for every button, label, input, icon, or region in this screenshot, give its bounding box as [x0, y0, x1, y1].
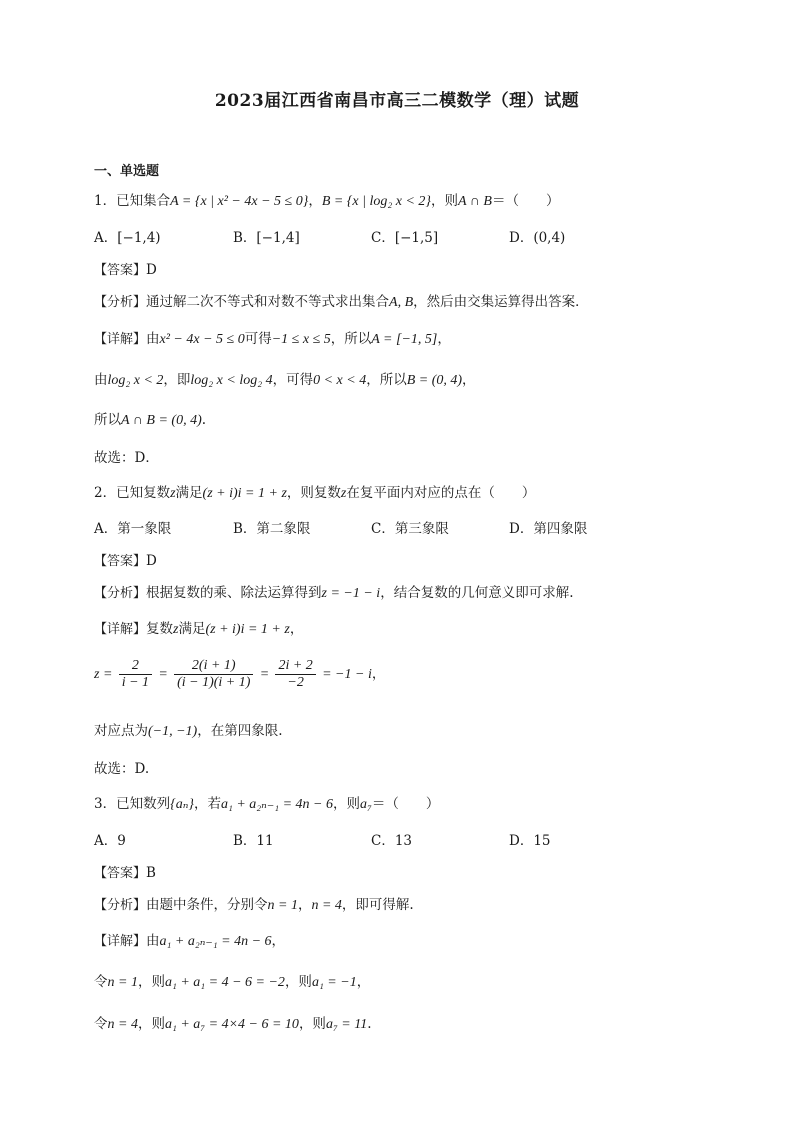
q2-option-a: A．第一象限	[94, 521, 172, 537]
q2-option-b: B．第二象限	[233, 521, 311, 537]
fraction-2: $\frac{2(i + 1)}{(i - 1)(i + 1)}$	[174, 658, 253, 691]
q2-option-d: D．第四象限	[509, 521, 588, 537]
q1-option-a: A．[−1,4)	[94, 230, 161, 246]
q2-answer: 【答案】D	[94, 553, 157, 569]
q2-point: 对应点为(−1, −1)，在第四象限.	[94, 723, 283, 739]
q1-stem: 1．已知集合A = {x | x² − 4x − 5 ≤ 0}，B = {x | log₂ x < 2}，则A ∩ B＝（ ）	[94, 193, 560, 209]
q3-detail-line-3: 令n = 4，则a₁ + a₇ = 4×4 − 6 = 10，则a₇ = 11.	[94, 1016, 372, 1032]
q3-detail-line-2: 令n = 1，则a₁ + a₁ = 4 − 6 = −2，则a₁ = −1，	[94, 974, 371, 990]
q3-analysis: 【分析】由题中条件，分别令n = 1，n = 4，即可得解.	[94, 897, 414, 913]
q3-answer: 【答案】B	[94, 865, 156, 881]
q1-answer: 【答案】D	[94, 262, 157, 278]
q2-detail-line-1: 【详解】复数z满足(z + i)i = 1 + z，	[94, 621, 304, 637]
q3-option-d: D．15	[509, 833, 551, 849]
q3-option-c: C．13	[371, 833, 413, 849]
q1-analysis: 【分析】通过解二次不等式和对数不等式求出集合A, B，然后由交集运算得出答案．	[94, 294, 589, 310]
q3-option-a: A．9	[94, 833, 126, 849]
q1-detail-line-2: 由log₂ x < 2，即log₂ x < log₂ 4，可得0 < x < 4，所以B = (0, 4)，	[94, 372, 476, 388]
q1-conclusion: 故选：D．	[94, 450, 159, 466]
q2-option-c: C．第三象限	[371, 521, 449, 537]
q1-option-b: B．[−1,4]	[233, 230, 300, 246]
q3-detail-line-1: 【详解】由a₁ + a₂ₙ₋₁ = 4n − 6，	[94, 933, 286, 949]
section-heading: 一、单选题	[94, 164, 160, 179]
fraction-1: $\frac{2}{i - 1}$	[119, 658, 152, 691]
q1-detail-line-1: 【详解】由x² − 4x − 5 ≤ 0可得−1 ≤ x ≤ 5，所以A = [−1, 5]，	[94, 331, 451, 347]
page-title: 2023届江西省南昌市高三二模数学（理）试题	[214, 91, 580, 111]
q2-fraction-equation: z = $\frac{2}{i - 1}$ = $\frac{2(i + 1)}{(i - 1)(i + 1)}$ = $\frac{2i + 2}{-2}$ = −1 − i，	[94, 658, 386, 690]
q2-conclusion: 故选：D.	[94, 761, 150, 777]
fraction-3: $\frac{2i + 2}{-2}$	[275, 658, 315, 691]
q2-analysis: 【分析】根据复数的乘、除法运算得到z = −1 − i，结合复数的几何意义即可求解.	[94, 585, 574, 601]
q1-detail-line-3: 所以A ∩ B = (0, 4).	[94, 412, 207, 428]
q2-stem: 2．已知复数z满足(z + i)i = 1 + z，则复数z在复平面内对应的点在（ ）	[94, 485, 536, 501]
q3-stem: 3．已知数列{aₙ}，若a₁ + a₂ₙ₋₁ = 4n − 6，则a₇＝（ ）	[94, 796, 440, 812]
q1-option-d: D．(0,4)	[509, 230, 566, 246]
q1-option-c: C．[−1,5]	[371, 230, 439, 246]
q3-option-b: B．11	[233, 833, 274, 849]
